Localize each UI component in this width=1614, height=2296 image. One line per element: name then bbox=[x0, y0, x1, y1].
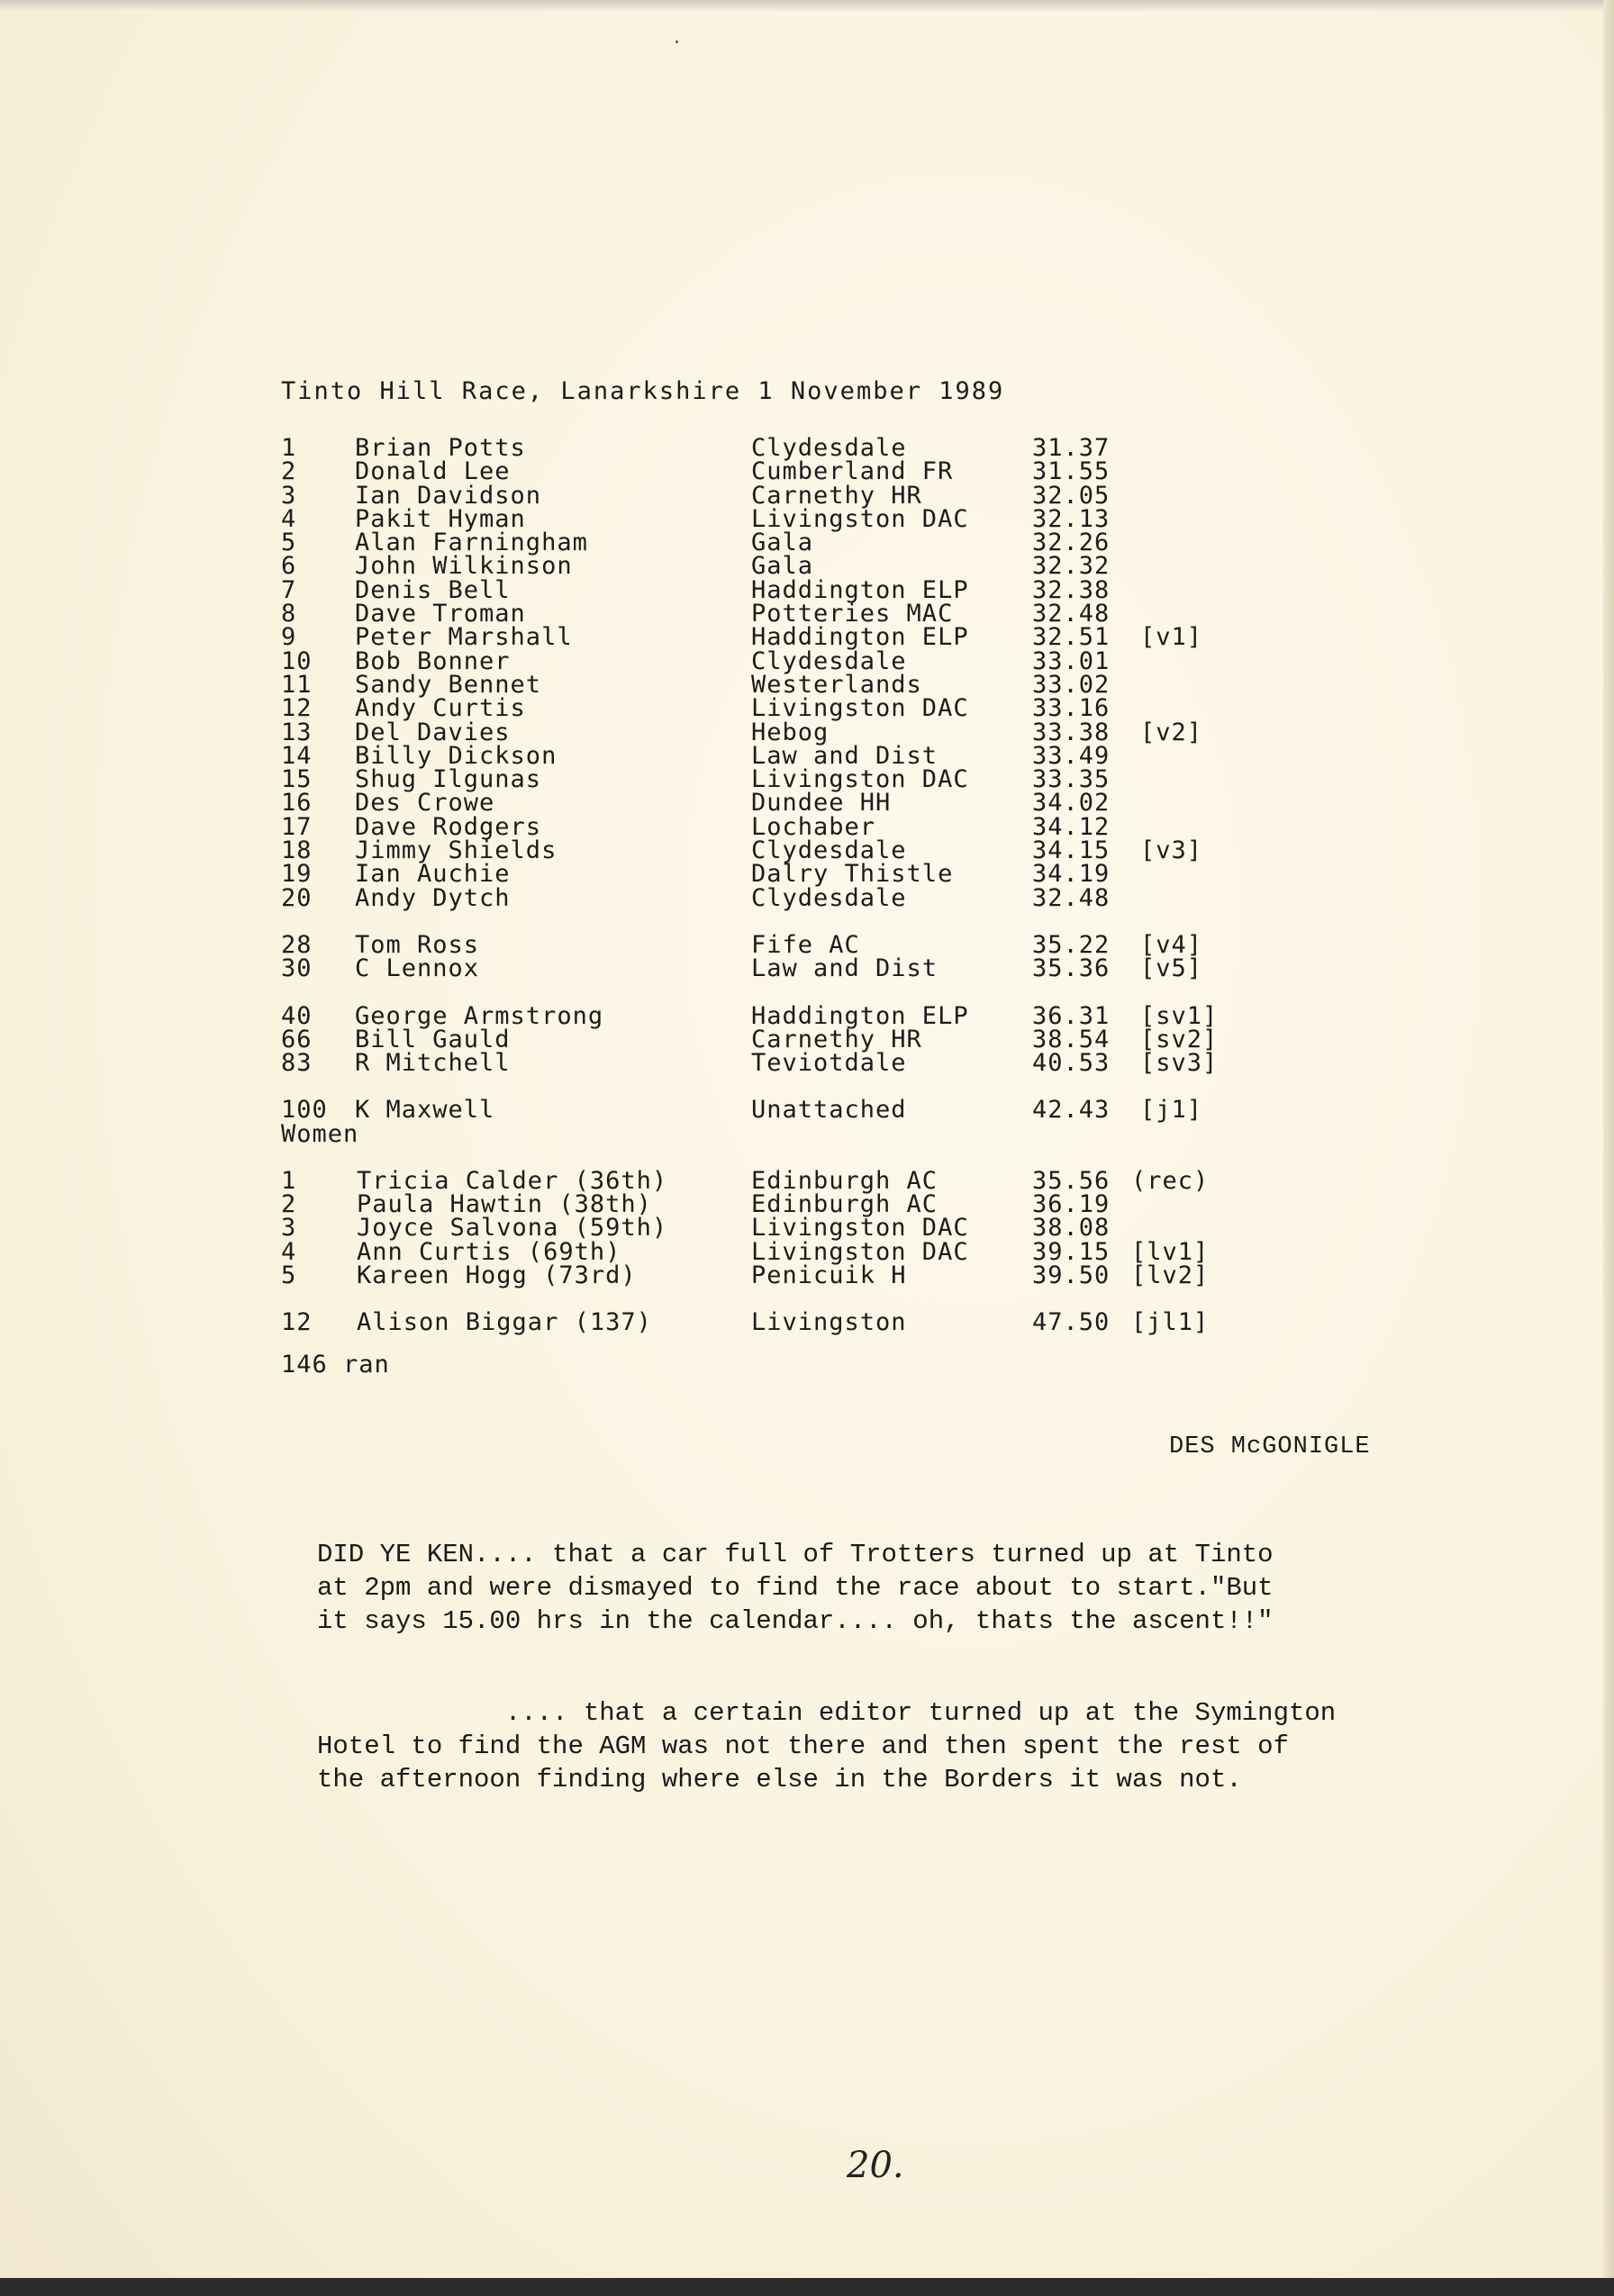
position: 12 bbox=[281, 694, 313, 723]
results-block bbox=[281, 374, 1239, 1379]
finish-time: 42.43 bbox=[1032, 1096, 1111, 1125]
result-row bbox=[281, 623, 1239, 652]
category-note bbox=[1140, 791, 1239, 815]
finish-time: 47.50 bbox=[1032, 1308, 1111, 1337]
runner-name: Bob Bonner bbox=[355, 646, 511, 675]
result-row bbox=[281, 1237, 1239, 1266]
finish-time: 34.15 bbox=[1032, 836, 1111, 865]
position: 28 bbox=[281, 930, 313, 959]
finish-time: 33.38 bbox=[1032, 718, 1111, 746]
club-name: Gala bbox=[751, 552, 814, 581]
position: 7 bbox=[281, 575, 297, 604]
position: 6 bbox=[281, 552, 297, 581]
runner-name: Denis Bell bbox=[355, 575, 511, 604]
club-name: Livingston DAC bbox=[751, 765, 969, 794]
position: 14 bbox=[281, 741, 313, 770]
did-ye-ken-paragraph: DID YE KEN.... that a car full of Trotters turned up at Tinto at 2pm and were dismayed to find the race about to start."But it says 15.00 hrs in the calendar.... oh, thats the ascent!!" bbox=[317, 1540, 1274, 1636]
result-row bbox=[281, 552, 1239, 581]
runner-name: Andy Curtis bbox=[355, 694, 526, 723]
runner-name: C Lennox bbox=[355, 954, 480, 983]
category-note: [v3] bbox=[1140, 836, 1203, 865]
author-signature: DES McGONIGLE bbox=[1169, 1433, 1371, 1460]
finish-time: 33.49 bbox=[1032, 741, 1111, 770]
women-junior-result-row bbox=[281, 1308, 1239, 1337]
club-name: Cumberland FR bbox=[751, 457, 954, 486]
category-note bbox=[1140, 531, 1239, 555]
club-name: Livingston DAC bbox=[751, 504, 969, 533]
runner-name: Shug Ilgunas bbox=[355, 765, 542, 794]
category-note bbox=[1140, 437, 1239, 460]
club-name: Dalry Thistle bbox=[751, 860, 954, 889]
junior-result-row bbox=[281, 1096, 1239, 1125]
super-veterans-results-list bbox=[281, 1001, 1239, 1078]
position: 9 bbox=[281, 623, 297, 652]
club-name: Livingston DAC bbox=[751, 1237, 969, 1266]
position: 17 bbox=[281, 812, 313, 841]
runner-name: Joyce Salvona (59th) bbox=[357, 1214, 668, 1243]
runner-name: Kareen Hogg (73rd) bbox=[357, 1261, 637, 1289]
club-name: Carnethy HR bbox=[751, 481, 922, 510]
finish-time: 31.37 bbox=[1032, 434, 1111, 462]
category-note bbox=[1140, 673, 1239, 697]
club-name: Penicuik H bbox=[751, 1261, 907, 1289]
veterans-results-list bbox=[281, 930, 1239, 983]
finish-time: 36.31 bbox=[1032, 1001, 1111, 1030]
position: 4 bbox=[281, 1237, 297, 1266]
runner-name: George Armstrong bbox=[355, 1001, 604, 1030]
category-note bbox=[1140, 555, 1239, 578]
category-note: [v5] bbox=[1140, 954, 1203, 983]
result-row bbox=[281, 457, 1239, 486]
runner-name: Donald Lee bbox=[355, 457, 511, 486]
position: 3 bbox=[281, 481, 297, 510]
category-note bbox=[1140, 745, 1239, 768]
club-name: Hebog bbox=[751, 718, 830, 746]
position: 15 bbox=[281, 765, 313, 794]
finish-time: 32.48 bbox=[1032, 600, 1111, 628]
runner-name: Dave Rodgers bbox=[355, 812, 542, 841]
runner-name: Andy Dytch bbox=[355, 883, 511, 912]
runner-name: Bill Gauld bbox=[355, 1025, 511, 1053]
club-name: Unattached bbox=[751, 1096, 907, 1125]
runner-name: Ian Auchie bbox=[355, 860, 511, 889]
position: 5 bbox=[281, 1261, 297, 1289]
category-note bbox=[1140, 863, 1239, 886]
runner-name: Des Crowe bbox=[355, 789, 495, 818]
scan-background-strip bbox=[0, 2278, 1614, 2296]
finish-time: 32.51 bbox=[1032, 623, 1111, 652]
category-note: [v2] bbox=[1140, 718, 1203, 746]
position: 13 bbox=[281, 718, 313, 746]
position: 5 bbox=[281, 529, 297, 557]
category-note bbox=[1140, 697, 1239, 720]
finish-time: 33.01 bbox=[1032, 646, 1111, 675]
category-note: [jl1] bbox=[1131, 1308, 1210, 1337]
finish-time: 39.50 bbox=[1032, 1261, 1111, 1289]
runners-count: 146 ran bbox=[281, 1350, 390, 1379]
result-row bbox=[281, 1049, 1239, 1078]
page-number: 20. bbox=[847, 2145, 904, 2186]
category-note bbox=[1140, 887, 1239, 910]
finish-time: 32.13 bbox=[1032, 504, 1111, 533]
runner-name: Peter Marshall bbox=[355, 623, 573, 652]
club-name: Livingston DAC bbox=[751, 694, 969, 723]
position: 4 bbox=[281, 504, 297, 533]
category-note: [sv2] bbox=[1140, 1025, 1219, 1053]
club-name: Haddington ELP bbox=[751, 623, 969, 652]
club-name: Clydesdale bbox=[751, 646, 907, 675]
category-note bbox=[1140, 484, 1239, 508]
runner-name: Dave Troman bbox=[355, 600, 526, 628]
result-row bbox=[281, 718, 1239, 746]
spacer bbox=[281, 1146, 1239, 1170]
club-name: Haddington ELP bbox=[751, 1001, 969, 1030]
club-name: Edinburgh AC bbox=[751, 1190, 938, 1219]
finish-time: 38.54 bbox=[1032, 1025, 1111, 1053]
category-note: [v1] bbox=[1140, 623, 1203, 652]
runner-name: Tricia Calder (36th) bbox=[357, 1166, 668, 1195]
result-row bbox=[281, 1214, 1239, 1243]
runner-name: Paula Hawtin (38th) bbox=[357, 1190, 652, 1219]
finish-time: 32.32 bbox=[1032, 552, 1111, 581]
finish-time: 33.35 bbox=[1032, 765, 1111, 794]
position: 1 bbox=[281, 1166, 297, 1195]
position: 30 bbox=[281, 954, 313, 983]
position: 20 bbox=[281, 883, 313, 912]
category-note: [sv3] bbox=[1140, 1049, 1219, 1078]
runner-name: Ian Davidson bbox=[355, 481, 542, 510]
finish-time: 32.48 bbox=[1032, 883, 1111, 912]
position: 16 bbox=[281, 789, 313, 818]
runner-name: K Maxwell bbox=[355, 1096, 495, 1125]
finish-time: 35.36 bbox=[1032, 954, 1111, 983]
category-note bbox=[1140, 579, 1239, 602]
runner-name: Alan Farningham bbox=[355, 529, 588, 557]
position: 8 bbox=[281, 600, 297, 628]
finish-time: 36.19 bbox=[1032, 1190, 1111, 1219]
club-name: Westerlands bbox=[751, 670, 922, 699]
club-name: Gala bbox=[751, 529, 814, 557]
runner-name: John Wilkinson bbox=[355, 552, 573, 581]
finish-time: 33.16 bbox=[1032, 694, 1111, 723]
finish-time: 38.08 bbox=[1032, 1214, 1111, 1243]
runner-name: Billy Dickson bbox=[355, 741, 558, 770]
result-row bbox=[281, 694, 1239, 723]
finish-time: 32.26 bbox=[1032, 529, 1111, 557]
club-name: Haddington ELP bbox=[751, 575, 969, 604]
runner-name: Brian Potts bbox=[355, 434, 526, 462]
club-name: Edinburgh AC bbox=[751, 1166, 938, 1195]
runner-name: R Mitchell bbox=[355, 1049, 511, 1078]
finish-time: 34.19 bbox=[1032, 860, 1111, 889]
club-name: Lochaber bbox=[751, 812, 876, 841]
position: 11 bbox=[281, 670, 313, 699]
position: 12 bbox=[281, 1308, 313, 1337]
category-note: [lv2] bbox=[1131, 1261, 1210, 1289]
race-title: Tinto Hill Race, Lanarkshire 1 November 1989 bbox=[281, 377, 1005, 405]
club-name: Clydesdale bbox=[751, 883, 907, 912]
position: 10 bbox=[281, 646, 313, 675]
result-row bbox=[281, 789, 1239, 818]
club-name: Law and Dist bbox=[751, 741, 938, 770]
finish-time: 32.38 bbox=[1032, 575, 1111, 604]
category-note bbox=[1140, 460, 1239, 484]
position: 1 bbox=[281, 434, 297, 462]
result-row bbox=[281, 481, 1239, 510]
result-row bbox=[281, 1001, 1239, 1030]
club-name: Dundee HH bbox=[751, 789, 892, 818]
club-name: Clydesdale bbox=[751, 836, 907, 865]
category-note bbox=[1140, 650, 1239, 673]
runner-name: Jimmy Shields bbox=[355, 836, 558, 865]
category-note bbox=[1131, 1216, 1230, 1240]
position: 40 bbox=[281, 1001, 313, 1030]
runner-name: Ann Curtis (69th) bbox=[357, 1237, 621, 1266]
club-name: Clydesdale bbox=[751, 434, 907, 462]
ink-speck bbox=[676, 41, 678, 43]
finish-time: 39.15 bbox=[1032, 1237, 1111, 1266]
club-name: Carnethy HR bbox=[751, 1025, 922, 1053]
runner-name: Pakit Hyman bbox=[355, 504, 526, 533]
finish-time: 34.12 bbox=[1032, 812, 1111, 841]
category-note: [lv1] bbox=[1131, 1237, 1210, 1266]
finish-time: 32.05 bbox=[1032, 481, 1111, 510]
spacer bbox=[281, 981, 1239, 1005]
category-note: [v4] bbox=[1140, 930, 1203, 959]
result-row bbox=[281, 954, 1239, 983]
category-note bbox=[1140, 508, 1239, 531]
finish-time: 33.02 bbox=[1032, 670, 1111, 699]
position: 3 bbox=[281, 1214, 297, 1243]
runner-name: Del Davies bbox=[355, 718, 511, 746]
category-note: (rec) bbox=[1131, 1166, 1210, 1195]
runner-name: Tom Ross bbox=[355, 930, 480, 959]
editor-anecdote-paragraph: .... that a certain editor turned up at the Symington Hotel to find the AGM was not there and then spent the rest of the afternoon finding where else in the Borders it was not. bbox=[317, 1698, 1337, 1794]
result-row bbox=[281, 883, 1239, 912]
men-results-list bbox=[281, 434, 1239, 912]
category-note bbox=[1140, 768, 1239, 791]
club-name: Livingston bbox=[751, 1308, 907, 1337]
category-note bbox=[1131, 1193, 1230, 1216]
finish-time: 31.55 bbox=[1032, 457, 1111, 486]
club-name: Livingston DAC bbox=[751, 1214, 969, 1243]
finish-time: 35.56 bbox=[1032, 1166, 1111, 1195]
club-name: Law and Dist bbox=[751, 954, 938, 983]
position: 19 bbox=[281, 860, 313, 889]
women-heading: Women bbox=[281, 1119, 359, 1148]
club-name: Potteries MAC bbox=[751, 600, 954, 628]
position: 83 bbox=[281, 1049, 313, 1078]
club-name: Fife AC bbox=[751, 930, 860, 959]
club-name: Teviotdale bbox=[751, 1049, 907, 1078]
page-top-edge bbox=[0, 0, 1614, 11]
position: 2 bbox=[281, 457, 297, 486]
position: 2 bbox=[281, 1190, 297, 1219]
category-note: [sv1] bbox=[1140, 1001, 1219, 1030]
women-results-list bbox=[281, 1166, 1239, 1289]
category-note: [j1] bbox=[1140, 1096, 1203, 1125]
position: 66 bbox=[281, 1025, 313, 1053]
position: 100 bbox=[281, 1096, 328, 1125]
finish-time: 34.02 bbox=[1032, 789, 1111, 818]
page-spine bbox=[1603, 0, 1614, 2296]
runner-name: Sandy Bennet bbox=[355, 670, 542, 699]
finish-time: 40.53 bbox=[1032, 1049, 1111, 1078]
runner-name: Alison Biggar (137) bbox=[357, 1308, 652, 1337]
result-row bbox=[281, 860, 1239, 889]
finish-time: 35.22 bbox=[1032, 930, 1111, 959]
position: 18 bbox=[281, 836, 313, 865]
result-row bbox=[281, 1261, 1239, 1289]
